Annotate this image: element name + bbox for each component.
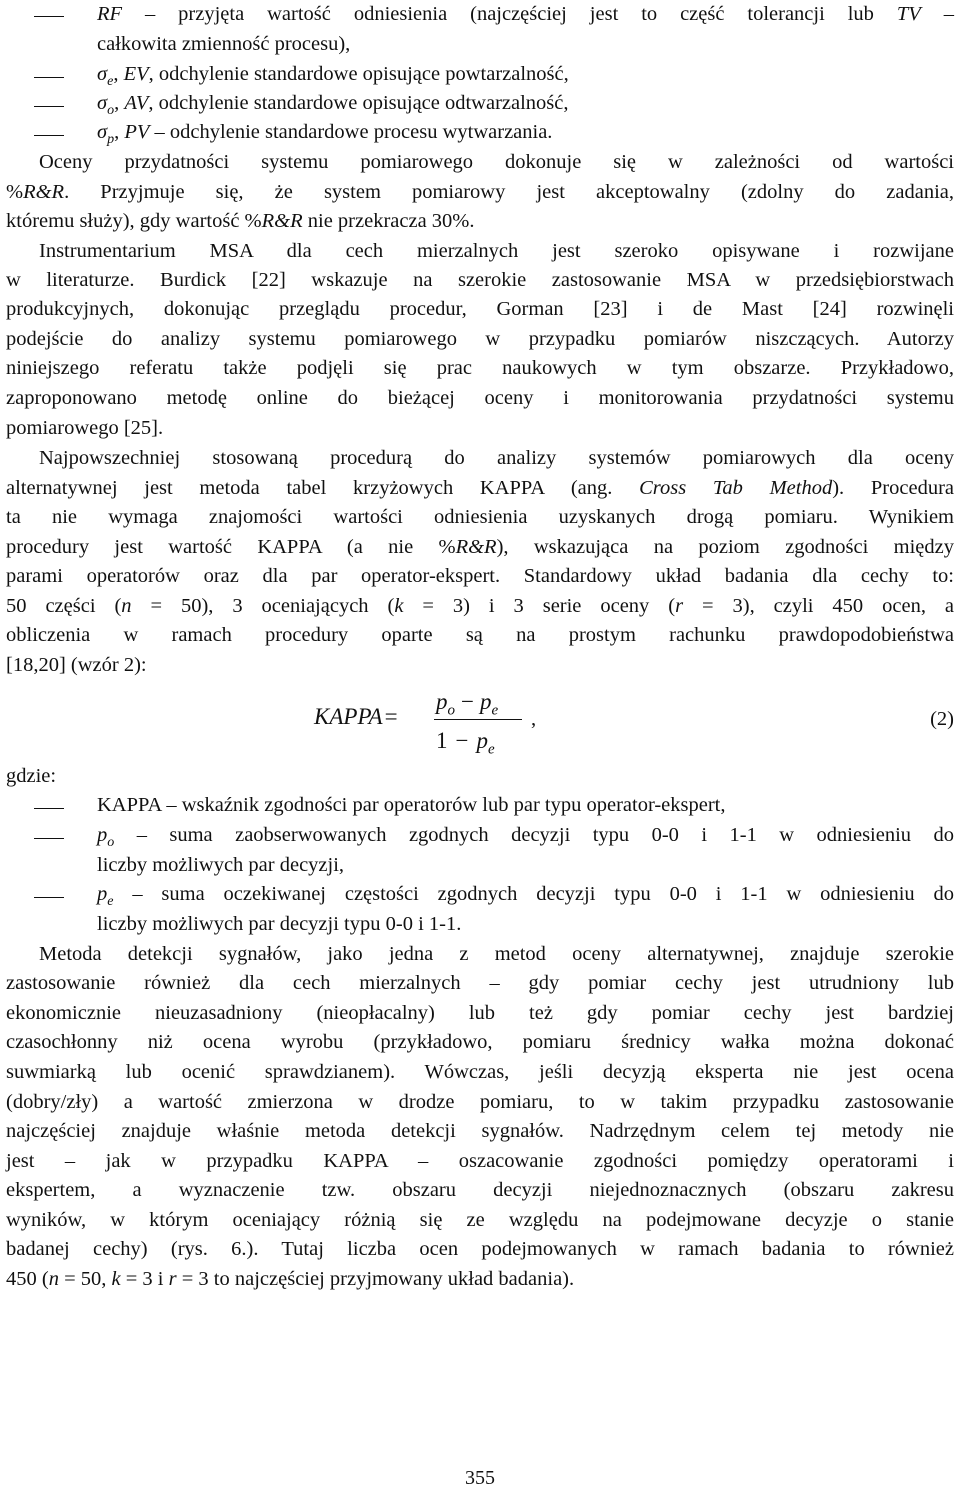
bullet-sigma-p: $\sigma_p$, PV – odchylenie standardowe procesu wytwarzania. xyxy=(97,121,553,148)
bullet-rf-cont: całkowita zmienność procesu), xyxy=(97,33,351,55)
list-dash xyxy=(34,106,64,107)
paragraph-line: parami operatorów oraz dla par operator-ekspert. Standardowy układ badania dla cechy to: xyxy=(6,565,954,587)
bullet-pe-cont: liczby możliwych par decyzji typu 0-0 i 1-1. xyxy=(97,913,462,935)
bullet-sigma-o: $\sigma_o$, AV, odchylenie standardowe opisujące odtwarzalność, xyxy=(97,92,569,119)
paragraph-line: 50 części (n = 50), 3 oceniających (k = 3) i 3 serie oceny (r = 3), czyli 450 ocen, a xyxy=(6,595,954,617)
equation-denominator: $1 - p_e$ xyxy=(436,728,495,758)
bullet-sigma-e: $\sigma_e$, EV, odchylenie standardowe opisujące powtarzalność, xyxy=(97,63,569,90)
paragraph-line: ekonomicznie nieuzasadniony (nieopłacalny) lub też gdy pomiar cechy jest bardziej xyxy=(6,1002,954,1024)
paragraph-line: Oceny przydatności systemu pomiarowego dokonuje się w zależności od wartości xyxy=(39,151,954,173)
bullet-rf: RF – przyjęta wartość odniesienia (najczęściej jest to część tolerancji lub TV – xyxy=(97,3,955,25)
paragraph-line: %R&R. Przyjmuje się, że system pomiarowy jest akceptowalny (zdolny do zadania, xyxy=(6,181,954,203)
equation-number: (2) xyxy=(930,708,954,730)
bullet-po: $p_o$ – suma zaobserwowanych zgodnych decyzji typu 0-0 i 1-1 w odniesieniu do xyxy=(97,824,954,851)
bullet-pe: $p_e$ – suma oczekiwanej częstości zgodnych decyzji typu 0-0 i 1-1 w odniesieniu do xyxy=(97,883,954,910)
list-dash xyxy=(34,77,64,78)
paragraph-line: któremu służy), gdy wartość %R&R nie przekracza 30%. xyxy=(6,210,475,232)
paragraph-line: w literaturze. Burdick [22] wskazuje na szerokie zastosowanie MSA w przedsiębiorstwach xyxy=(6,269,954,291)
paragraph-line: zaproponowano metodę online do bieżącej oceny i monitorowania przydatności systemu xyxy=(6,387,954,409)
list-dash xyxy=(34,16,64,17)
paragraph-line: suwmiarką lub ocenić sprawdzianem). Wówczas, jeśli decyzją eksperta nie jest ocena xyxy=(6,1061,954,1083)
bullet-po-cont: liczby możliwych par decyzji, xyxy=(97,854,345,876)
list-dash xyxy=(34,838,64,839)
paragraph-line: ekspertem, a wyznaczenie tzw. obszaru decyzji niejednoznacznych (obszaru zakresu xyxy=(6,1179,954,1201)
paragraph-line: najczęściej znajduje właśnie metoda detekcji sygnałów. Nadrzędnym celem tej metody nie xyxy=(6,1120,954,1142)
paragraph-line: czasochłonny niż ocena wyrobu (przykładowo, pomiaru średnicy wałka można dokonać xyxy=(6,1031,954,1053)
paragraph-line: produkcyjnych, dokonując przeglądu procedur, Gorman [23] i de Mast [24] rozwinęli xyxy=(6,298,954,320)
paragraph-line: Najpowszechniej stosowaną procedurą do analizy systemów pomiarowych dla oceny xyxy=(39,447,954,469)
paragraph-line: niniejszego referatu także podjęli się prac naukowych w tym obszarze. Przykładowo, xyxy=(6,357,954,379)
equation-numerator: $p_o - p_e$ xyxy=(436,689,499,719)
paragraph-line: alternatywnej jest metoda tabel krzyżowych KAPPA (ang. Cross Tab Method). Procedura xyxy=(6,477,954,499)
paragraph-line: obliczenia w ramach procedury oparte są na prostym rachunku prawdopodobieństwa xyxy=(6,624,954,646)
paragraph-line: 450 (n = 50, k = 3 i r = 3 to najczęściej przyjmowany układ badania). xyxy=(6,1268,575,1290)
page-number: 355 xyxy=(465,1467,495,1489)
where-label: gdzie: xyxy=(6,765,57,787)
paragraph-line: zastosowanie również dla cech mierzalnych – gdy pomiar cechy jest utrudniony lub xyxy=(6,972,954,994)
paragraph-line: procedury jest wartość KAPPA (a nie %R&R), wskazująca na poziom zgodności między xyxy=(6,536,954,558)
paragraph-line: jest – jak w przypadku KAPPA – oszacowanie zgodności pomiędzy operatorami i xyxy=(6,1150,954,1172)
paragraph-line: badanej cechy) (rys. 6.). Tutaj liczba ocen podejmowanych w ramach badania to również xyxy=(6,1238,954,1260)
paragraph-line: podejście do analizy systemu pomiarowego w przypadku pomiarów niszczących. Autorzy xyxy=(6,328,954,350)
fraction-bar xyxy=(434,719,522,720)
paragraph-line: Metoda detekcji sygnałów, jako jedna z metod oceny alternatywnej, znajduje szerokie xyxy=(39,943,954,965)
paragraph-line: (dobry/zły) a wartość zmierzona w drodze pomiaru, to w takim przypadku zastosowanie xyxy=(6,1091,954,1113)
paragraph-line: wyników, w którym oceniający różnią się ze względu na podejmowane decyzje o stanie xyxy=(6,1209,954,1231)
list-dash xyxy=(34,897,64,898)
equation-comma: , xyxy=(531,708,537,730)
equation-lhs: KAPPA= xyxy=(314,704,398,729)
bullet-kappa: KAPPA – wskaźnik zgodności par operatorów lub par typu operator-ekspert, xyxy=(97,794,726,816)
paragraph-line: ta nie wymaga znajomości wartości odniesienia uzyskanych drogą pomiaru. Wynikiem xyxy=(6,506,954,528)
paragraph-line: Instrumentarium MSA dla cech mierzalnych jest szeroko opisywane i rozwijane xyxy=(39,240,954,262)
paragraph-line: [18,20] (wzór 2): xyxy=(6,654,147,676)
list-dash xyxy=(34,135,64,136)
paragraph-line: pomiarowego [25]. xyxy=(6,417,164,439)
list-dash xyxy=(34,808,64,809)
